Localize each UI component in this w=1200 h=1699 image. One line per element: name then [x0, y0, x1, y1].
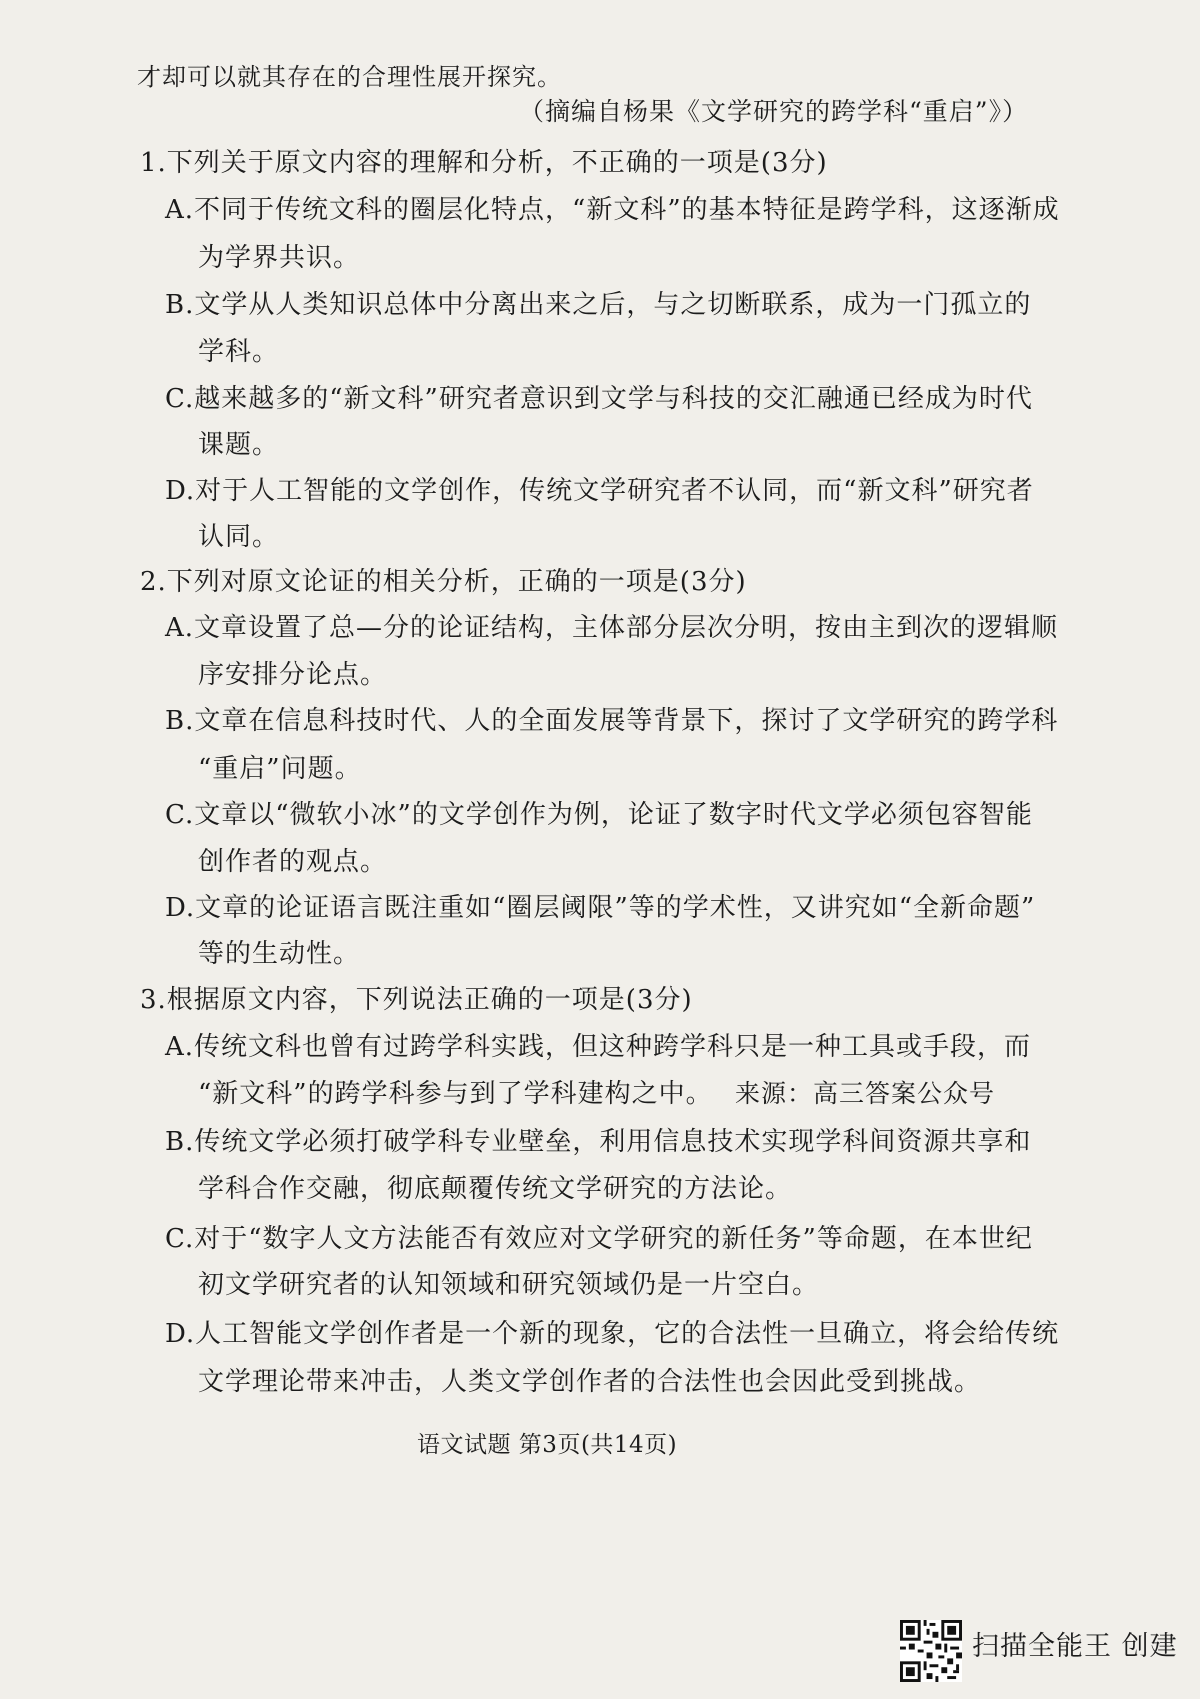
q3-option-a-line2: “新文科”的跨学科参与到了学科建构之中。: [198, 1079, 713, 1109]
q3-option-d-line1: D.人工智能文学创作者是一个新的现象，它的合法性一旦确立，将会给传统: [165, 1319, 1060, 1349]
q1-option-c-line1: C.越来越多的“新文科”研究者意识到文学与科技的交汇融通已经成为时代: [165, 384, 1033, 414]
q1-option-c-line2: 课题。: [198, 430, 280, 460]
q1-option-b-line1: B.文学从人类知识总体中分离出来之后，与之切断联系，成为一门孤立的: [165, 290, 1032, 320]
q2-option-b-line2: “重启”问题。: [198, 754, 362, 784]
q3-option-d-line2: 文学理论带来冲击，人类文学创作者的合法性也会因此受到挑战。: [198, 1367, 982, 1397]
passage-source: （摘编自杨果《文学研究的跨学科“重启”》）: [519, 97, 1029, 126]
q2-option-c-line2: 创作者的观点。: [198, 847, 388, 877]
q1-option-d-line1: D.对于人工智能的文学创作，传统文学研究者不认同，而“新文科”研究者: [165, 476, 1034, 506]
qr-code-icon: [900, 1620, 962, 1682]
q2-option-d-line2: 等的生动性。: [198, 939, 361, 969]
q3-option-a-line1: A.传统文科也曾有过跨学科实践，但这种跨学科只是一种工具或手段，而: [165, 1032, 1032, 1062]
scanner-label: 扫描全能王 创建: [972, 1631, 1178, 1662]
q2-option-d-line1: D.文章的论证语言既注重如“圈层阈限”等的学术性，又讲究如“全新命题”: [165, 893, 1036, 923]
q1-option-a-line1: A.不同于传统文科的圈层化特点，“新文科”的基本特征是跨学科，这逐渐成: [165, 195, 1060, 225]
question-1-stem: 1.下列关于原文内容的理解和分析，不正确的一项是(3分): [140, 148, 828, 178]
q3-option-c-line1: C.对于“数字人文方法能否有效应对文学研究的新任务”等命题，在本世纪: [165, 1224, 1033, 1254]
q1-option-a-line2: 为学界共识。: [198, 243, 361, 273]
q2-option-a-line2: 序安排分论点。: [198, 660, 388, 690]
question-3-stem: 3.根据原文内容，下列说法正确的一项是(3分): [140, 985, 693, 1015]
q3-option-b-line1: B.传统文学必须打破学科专业壁垒，利用信息技术实现学科间资源共享和: [165, 1127, 1032, 1157]
q2-option-b-line1: B.文章在信息科技时代、人的全面发展等背景下，探讨了文学研究的跨学科: [165, 706, 1059, 736]
passage-closing-line: 才却可以就其存在的合理性展开探究。: [137, 63, 562, 91]
page-footer: 语文试题 第3页(共14页): [417, 1432, 678, 1458]
q1-option-b-line2: 学科。: [198, 337, 280, 367]
q2-option-c-line1: C.文章以“微软小冰”的文学创作为例，论证了数字时代文学必须包容智能: [165, 800, 1033, 830]
q2-option-a-line1: A.文章设置了总—分的论证结构，主体部分层次分明，按由主到次的逻辑顺: [165, 613, 1059, 643]
q1-option-d-line2: 认同。: [198, 522, 280, 552]
q3-option-b-line2: 学科合作交融，彻底颠覆传统文学研究的方法论。: [198, 1174, 793, 1204]
q3-option-c-line2: 初文学研究者的认知领域和研究领域仍是一片空白。: [198, 1270, 820, 1300]
watermark-text: 来源：高三答案公众号: [735, 1079, 996, 1108]
question-2-stem: 2.下列对原文论证的相关分析，正确的一项是(3分): [140, 567, 747, 597]
